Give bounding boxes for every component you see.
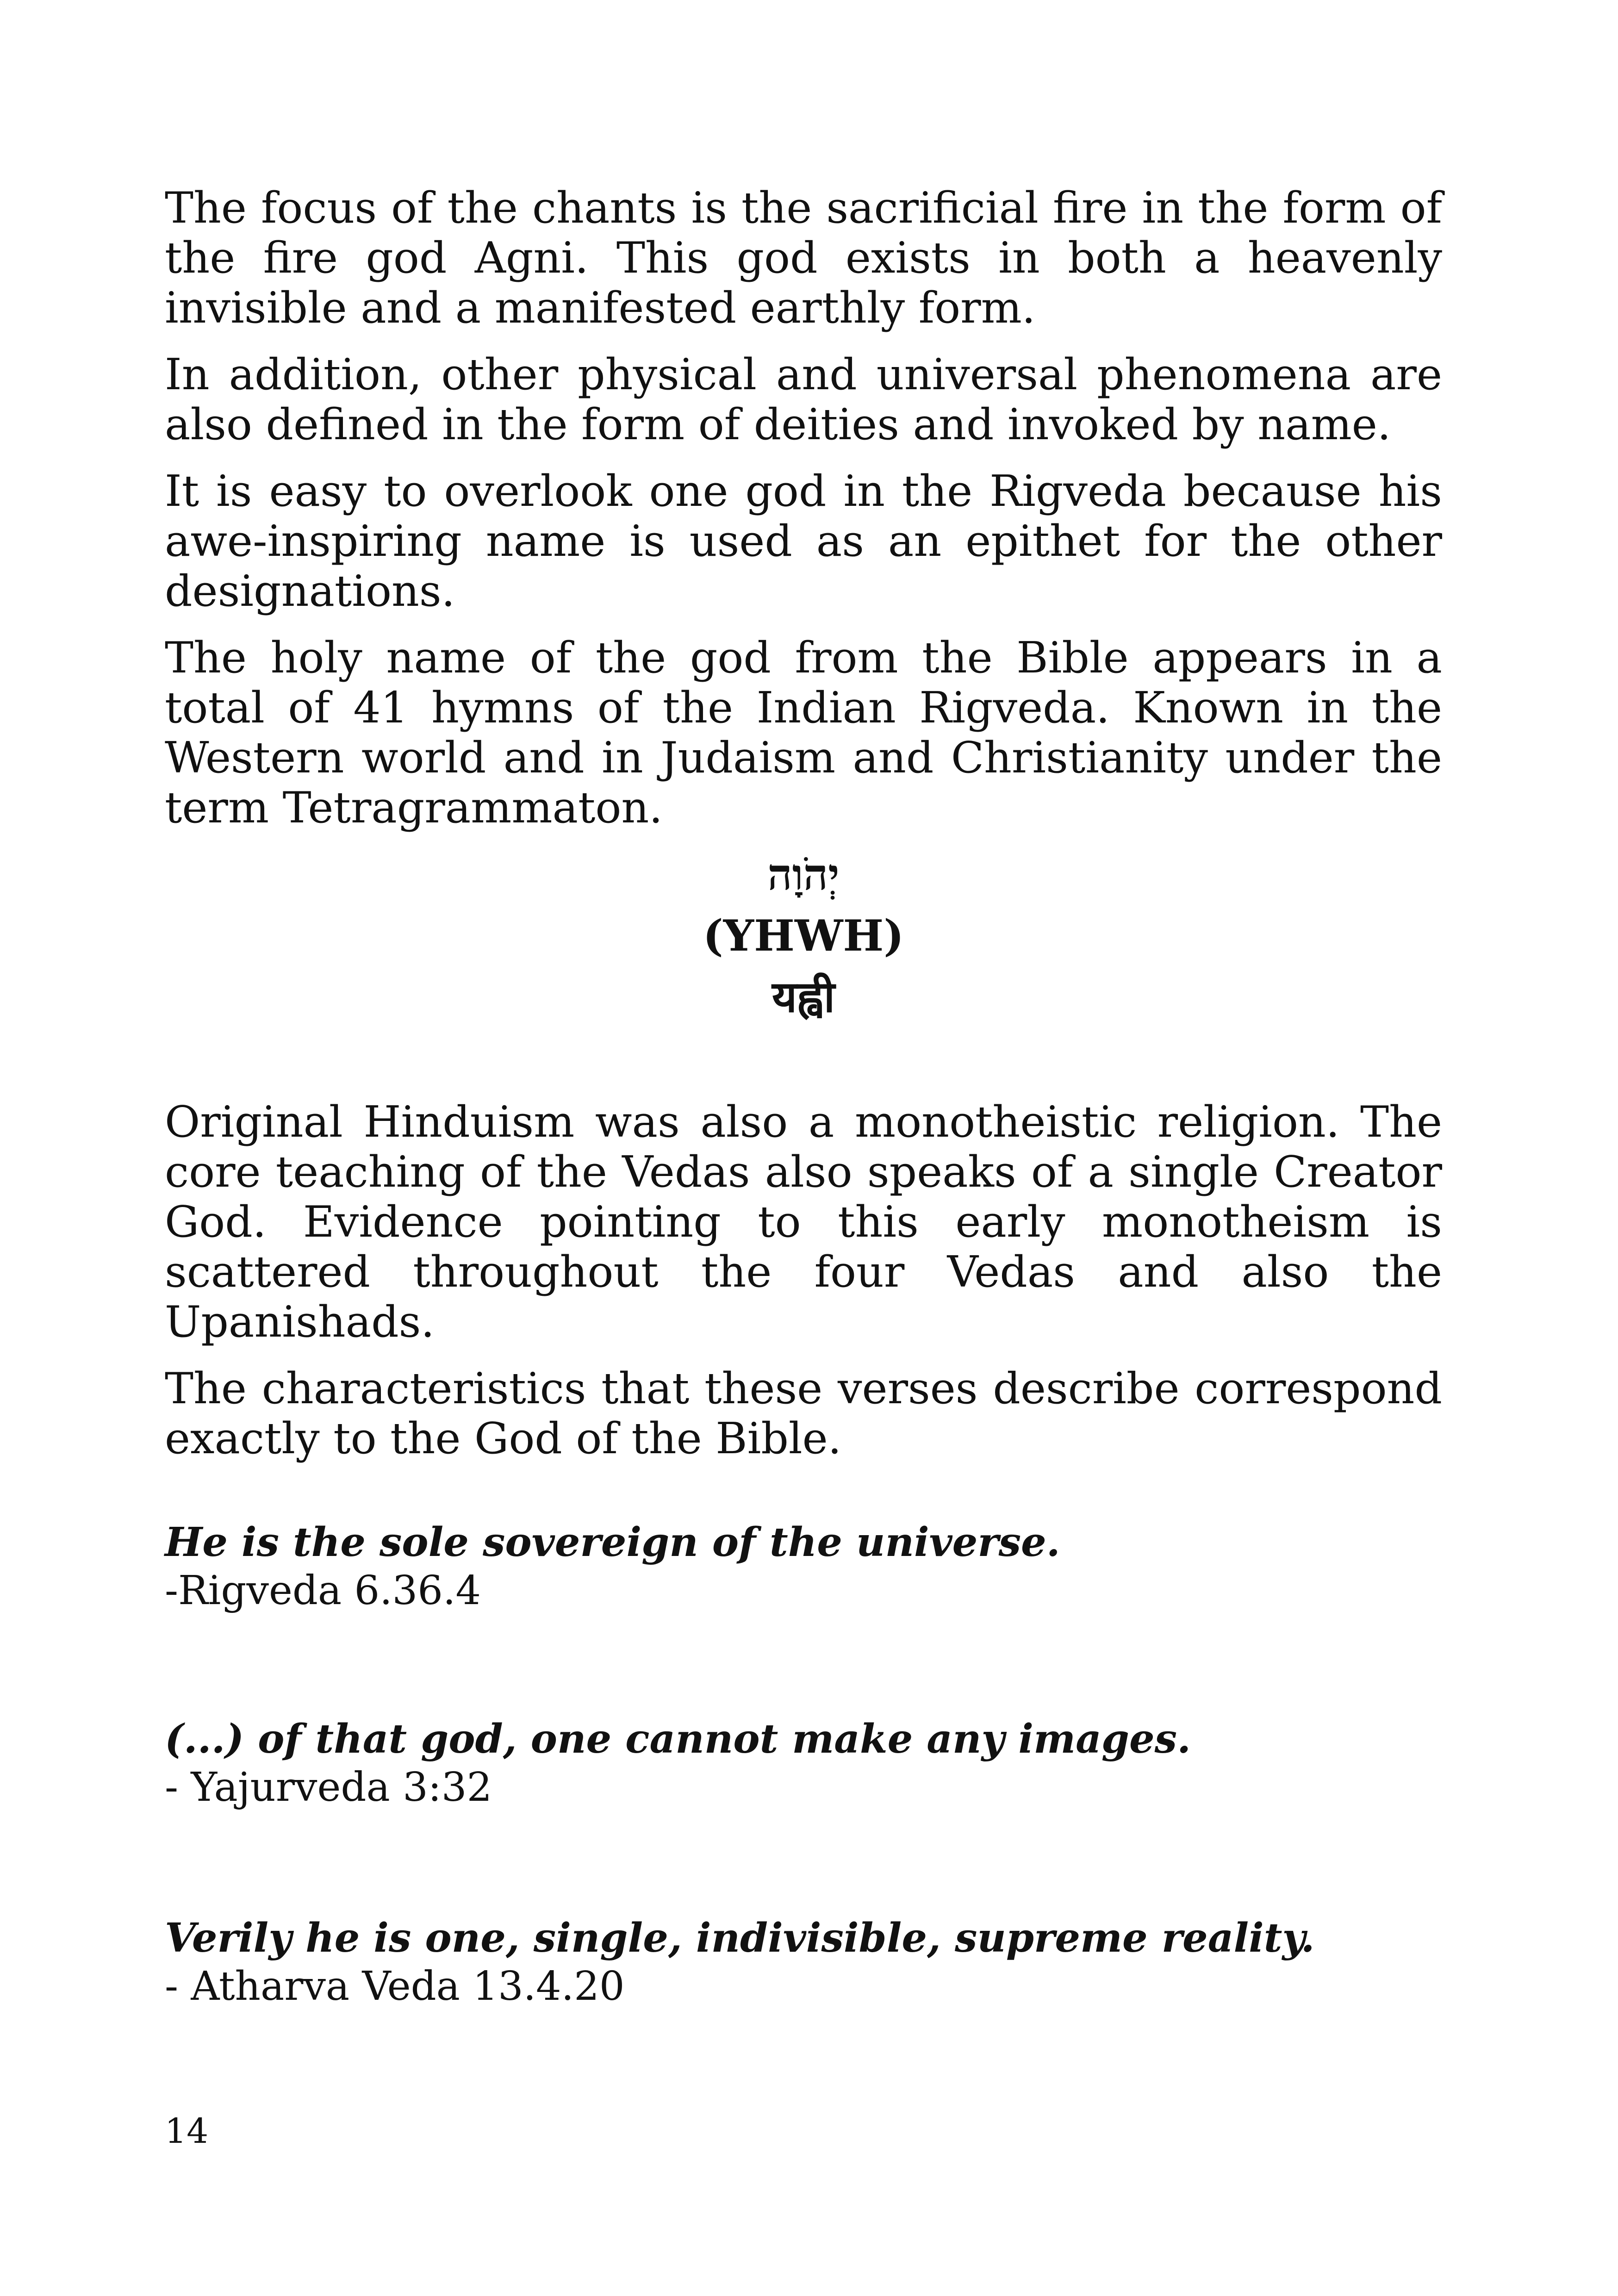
devanagari-name: यह्वी	[772, 971, 835, 1022]
monotheism-section	[165, 1097, 1442, 1463]
paragraph-characteristics: The characteristics that these verses describe correspond exactly to the God of the Bible.	[165, 1363, 1442, 1463]
quote-source: - Yajurveda 3:32	[165, 1764, 492, 1811]
quote-text: Verily he is one, single, indivisible, supreme reality.	[165, 1915, 1315, 1961]
paragraph-holy-name: The holy name of the god from the Bible appears in a total of 41 hymns of the Indian Rigveda. Known in the Western world and in Judaism and Christianity under the term Tetragrammaton.	[165, 633, 1442, 833]
quote-yajurveda	[165, 1715, 1442, 1812]
quote-text: He is the sole sovereign of the universe.	[165, 1519, 1060, 1566]
quote-rigveda	[165, 1518, 1442, 1615]
quote-atharva-veda	[165, 1914, 1442, 2011]
paragraph-overlook: It is easy to overlook one god in the Rigveda because his awe-inspiring name is used as an epithet for the other designations.	[165, 466, 1442, 616]
quote-source: - Atharva Veda 13.4.20	[165, 1963, 625, 2010]
paragraph-monotheism: Original Hinduism was also a monotheistic religion. The core teaching of the Vedas also speaks of a single Creator God. Evidence pointing to this early monotheism is scattered throughout the four Vedas and also the Upanishads.	[165, 1097, 1442, 1347]
paragraph-agni: The focus of the chants is the sacrificial fire in the form of the fire god Agni. This god exists in both a heavenly invisible and a manifested earthly form.	[165, 183, 1442, 333]
quote-text: (...) of that god, one cannot make any images.	[165, 1716, 1191, 1762]
intro-section	[165, 183, 1442, 833]
latin-name: (YHWH)	[703, 910, 904, 961]
quote-source: -Rigveda 6.36.4	[165, 1568, 481, 1614]
paragraph-phenomena: In addition, other physical and universal phenomena are also defined in the form of deities and invoked by name.	[165, 349, 1442, 449]
hebrew-name: יְהֹוָה	[767, 849, 840, 900]
divine-name-block	[165, 849, 1442, 1022]
page-number: 14	[165, 2111, 209, 2151]
